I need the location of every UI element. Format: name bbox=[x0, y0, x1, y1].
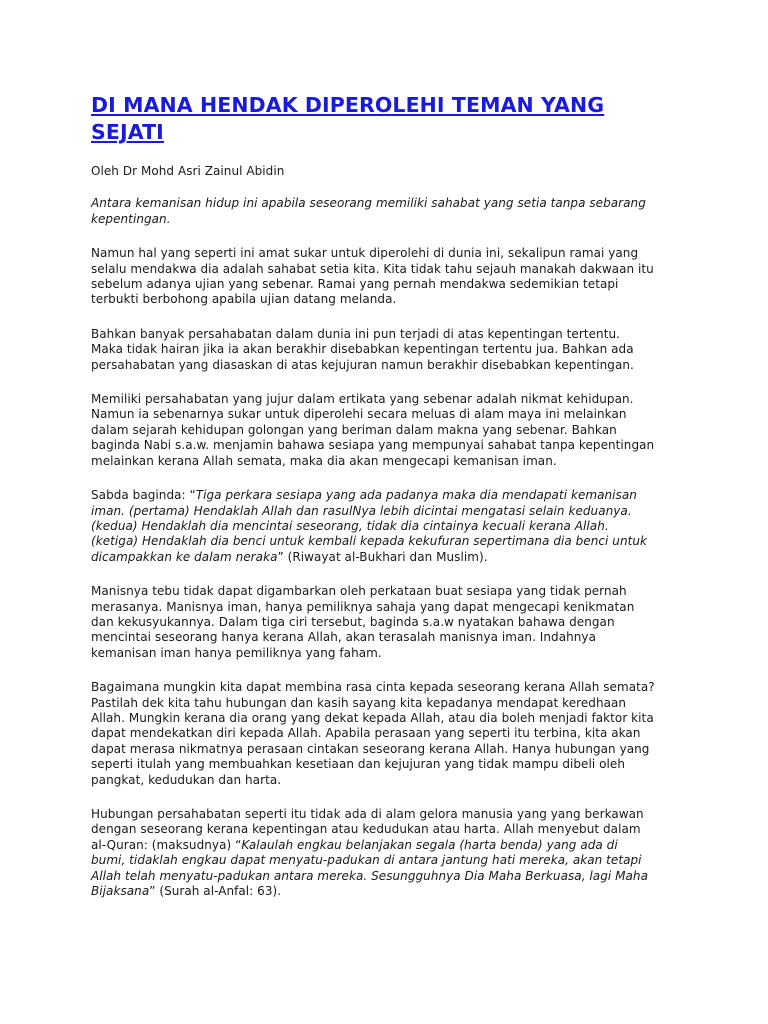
text-line: dapat merasa nikmatnya perasaan cintakan seseorang kerana Allah. Hanya hubungan yang bbox=[91, 741, 650, 756]
byline bbox=[91, 164, 691, 179]
text-line bbox=[91, 884, 691, 899]
title-line: DI MANA HENDAK DIPEROLEHI TEMAN YANG bbox=[91, 93, 605, 117]
paragraph-3 bbox=[91, 392, 691, 469]
text-line: Pastilah dek kita tahu hubungan dan kasih sayang kita kepadanya mendapat keredhaan bbox=[91, 695, 627, 710]
quote-run: dicampakkan ke dalam neraka bbox=[91, 549, 278, 564]
text-line: Namun ia sebenarnya sukar untuk diperolehi secara meluas di alam maya ini melainkan bbox=[91, 407, 627, 422]
paragraph-hadith bbox=[91, 488, 691, 565]
text-line: selalu mendakwa dia adalah sahabat setia kita. Kita tidak tahu sejauh manakah dakwaan itu bbox=[91, 261, 654, 276]
text-run: Sabda baginda: “ bbox=[91, 488, 196, 503]
quote-run: Tiga perkara sesiapa yang ada padanya maka dia mendapati kemanisan bbox=[195, 488, 637, 503]
text-line: dan kekusyukannya. Dalam tiga ciri tersebut, baginda s.a.w nyatakan bahawa dengan bbox=[91, 614, 615, 629]
text-run: al-Quran: (maksudnya) “ bbox=[91, 837, 242, 852]
text-line: Memiliki persahabatan yang jujur dalam ertikata yang sebenar adalah nikmat kehidupan. bbox=[91, 392, 634, 407]
text-run: dengan seseorang kerana kepentingan atau kedudukan atau harta. Allah menyebut dalam bbox=[91, 822, 641, 837]
text-line bbox=[91, 822, 691, 837]
text-run: ” (Surah al-Anfal: 63). bbox=[149, 884, 282, 899]
text-line: dalam sejarah kehidupan golongan yang beriman dalam makna yang sebenar. Bahkan bbox=[91, 422, 617, 437]
article bbox=[91, 92, 691, 915]
text-line: Antara kemanisan hidup ini apabila seseorang memiliki sahabat yang setia tanpa sebarang bbox=[91, 196, 646, 211]
text-line bbox=[91, 534, 691, 549]
text-line: persahabatan yang diasaskan di atas kejujuran namun berakhir disebabkan kepentingan. bbox=[91, 357, 634, 372]
text-line bbox=[91, 519, 691, 534]
text-line: mencintai seseorang hanya kerana Allah, akan terasalah manisnya iman. Indahnya bbox=[91, 630, 596, 645]
quote-run: bumi, tidaklah engkau dapat menyatu-padukan di antara jantung hati mereka, akan tetapi bbox=[91, 853, 642, 868]
text-line: baginda Nabi s.a.w. menjamin bahawa sesiapa yang mempunyai sahabat tanpa kepentingan bbox=[91, 438, 655, 453]
byline-text: Oleh Dr Mohd Asri Zainul Abidin bbox=[91, 164, 285, 178]
text-line bbox=[91, 869, 691, 884]
paragraph-2 bbox=[91, 327, 691, 373]
paragraph-5 bbox=[91, 584, 691, 661]
text-line: Namun hal yang seperti ini amat sukar untuk diperolehi di dunia ini, sekalipun ramai yang bbox=[91, 246, 639, 261]
quote-run: iman. (pertama) Hendaklah Allah dan rasulNya lebih dicintai mengatasi selain keduanya. bbox=[91, 503, 632, 518]
article-title[interactable] bbox=[91, 92, 691, 146]
text-line bbox=[91, 807, 691, 822]
text-line bbox=[91, 504, 691, 519]
paragraph-quran bbox=[91, 807, 691, 899]
text-run: Hubungan persahabatan seperti itu tidak ada di alam gelora manusia yang yang berkawan bbox=[91, 807, 644, 821]
text-line bbox=[91, 488, 691, 503]
article-title-link[interactable] bbox=[91, 92, 691, 146]
text-line: dapat mendekatkan diri kepada Allah. Apabila perasaan yang seperti itu terbina, kita akan bbox=[91, 726, 641, 741]
intro-paragraph bbox=[91, 196, 691, 227]
quote-run: Allah telah menyatu-padukan antara mereka. Sesungguhnya Dia Maha Berkuasa, lagi Maha bbox=[91, 868, 648, 883]
text-line: sebelum adanya ujian yang sebenar. Ramai yang pernah mendakwa sedemikian tetapi bbox=[91, 277, 619, 292]
text-line: Bagaimana mungkin kita dapat membina rasa cinta kepada seseorang kerana Allah semata? bbox=[91, 680, 655, 695]
text-line: kemanisan iman hanya pemiliknya yang faham. bbox=[91, 645, 382, 660]
text-line: melainkan kerana Allah semata, maka dia akan mengecapi kemanisan iman. bbox=[91, 453, 557, 468]
text-line: pangkat, kedudukan dan harta. bbox=[91, 772, 282, 787]
text-line: seperti itulah yang membuahkan kesetiaan dan kejujuran yang tidak mampu dibeli oleh bbox=[91, 757, 625, 772]
text-line bbox=[91, 853, 691, 868]
text-line: terbukti berbohong apabila ujian datang melanda. bbox=[91, 292, 397, 307]
text-line: merasanya. Manisnya iman, hanya pemiliknya sahaja yang dapat mengecapi kenikmatan bbox=[91, 599, 635, 614]
text-line: Manisnya tebu tidak dapat digambarkan oleh perkataan buat sesiapa yang tidak pernah bbox=[91, 584, 627, 599]
text-line: Bahkan banyak persahabatan dalam dunia ini pun terjadi di atas kepentingan tertentu. bbox=[91, 326, 620, 341]
quote-run: Kalaulah engkau belanjakan segala (harta benda) yang ada di bbox=[241, 837, 618, 852]
text-line: Maka tidak hairan jika ia akan berakhir disebabkan kepentingan tertentu jua. Bahkan ada bbox=[91, 342, 634, 357]
text-line: kepentingan. bbox=[91, 211, 171, 226]
paragraph-6 bbox=[91, 680, 691, 788]
text-line bbox=[91, 838, 691, 853]
paragraph-1 bbox=[91, 246, 691, 308]
quote-run: Bijaksana bbox=[91, 884, 150, 899]
quote-run: (ketiga) Hendaklah dia benci untuk kembali kepada kekufuran sepertimana dia benci untuk bbox=[91, 534, 648, 549]
text-line bbox=[91, 550, 691, 565]
text-run: ” (Riwayat al-Bukhari dan Muslim). bbox=[277, 549, 488, 564]
text-line: Allah. Mungkin kerana dia orang yang dekat kepada Allah, atau dia boleh menjadi faktor kita bbox=[91, 710, 654, 725]
title-line: SEJATI bbox=[91, 120, 164, 144]
quote-run: (kedua) Hendaklah dia mencintai seseorang, tidak dia cintainya kecuali kerana Allah. bbox=[91, 518, 609, 533]
